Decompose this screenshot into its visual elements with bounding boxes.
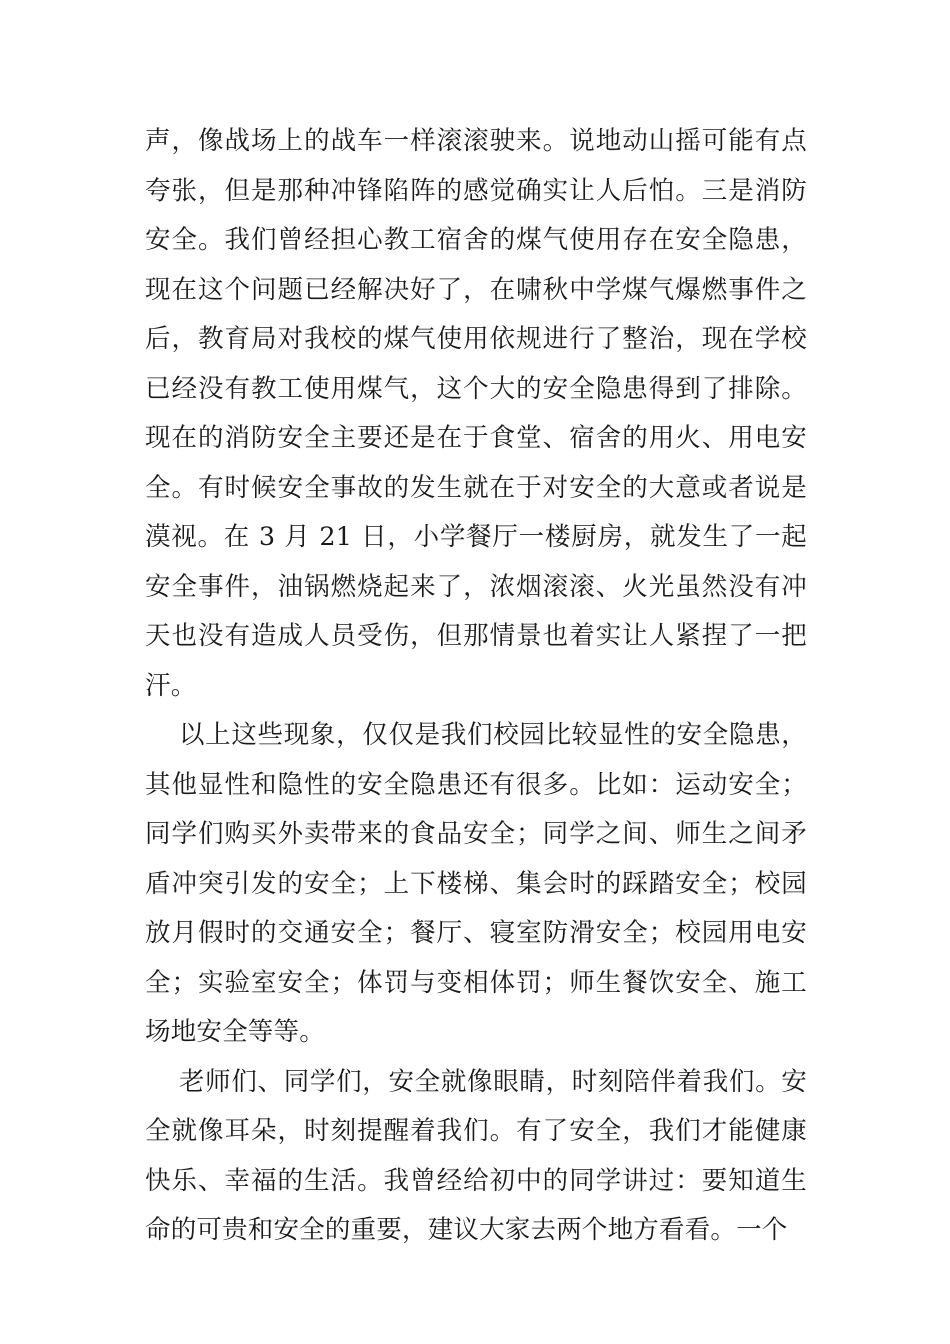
paragraph-1: 声，像战场上的战车一样滚滚驶来。说地动山摇可能有点夸张，但是那种冲锋陷阵的感觉确实让人后怕。三是消防安全。我们曾经担心教工宿舍的煤气使用存在安全隐患，现在这个问题已经解决好了，在啸秋中学煤气爆燃事件之后，教育局对我校的煤气使用依规进行了整治，现在学校已经没有教工使用煤气，这个大的安全隐患得到了排除。现在的消防安全主要还是在于食堂、宿舍的用火、用电安全。有时候安全事故的发生就在于对安全的大意或者说是漠视。在 3 月 21 日，小学餐厅一楼厨房，就发生了一起安全事件，油锅燃烧起来了，浓烟滚滚、火光虽然没有冲天也没有造成人员受伤，但那情景也着实让人紧捏了一把汗。 xyxy=(145,126,807,701)
paragraph-3: 老师们、同学们，安全就像眼睛，时刻陪伴着我们。安全就像耳朵，时刻提醒着我们。有了安全，我们才能健康快乐、幸福的生活。我曾经给初中的同学讲过：要知道生命的可贵和安全的重要，建议大家去两个地方看看。一个 xyxy=(145,1066,807,1245)
paragraph-2: 以上这些现象，仅仅是我们校园比较显性的安全隐患，其他显性和隐性的安全隐患还有很多。比如：运动安全；同学们购买外卖带来的食品安全；同学之间、师生之间矛盾冲突引发的安全；上下楼梯、集会时的踩踏安全；校园放月假时的交通安全；餐厅、寝室防滑安全；校园用电安全；实验室安全；体罚与变相体罚；师生餐饮安全、施工场地安全等等。 xyxy=(145,720,807,1047)
document-body xyxy=(145,117,807,1256)
